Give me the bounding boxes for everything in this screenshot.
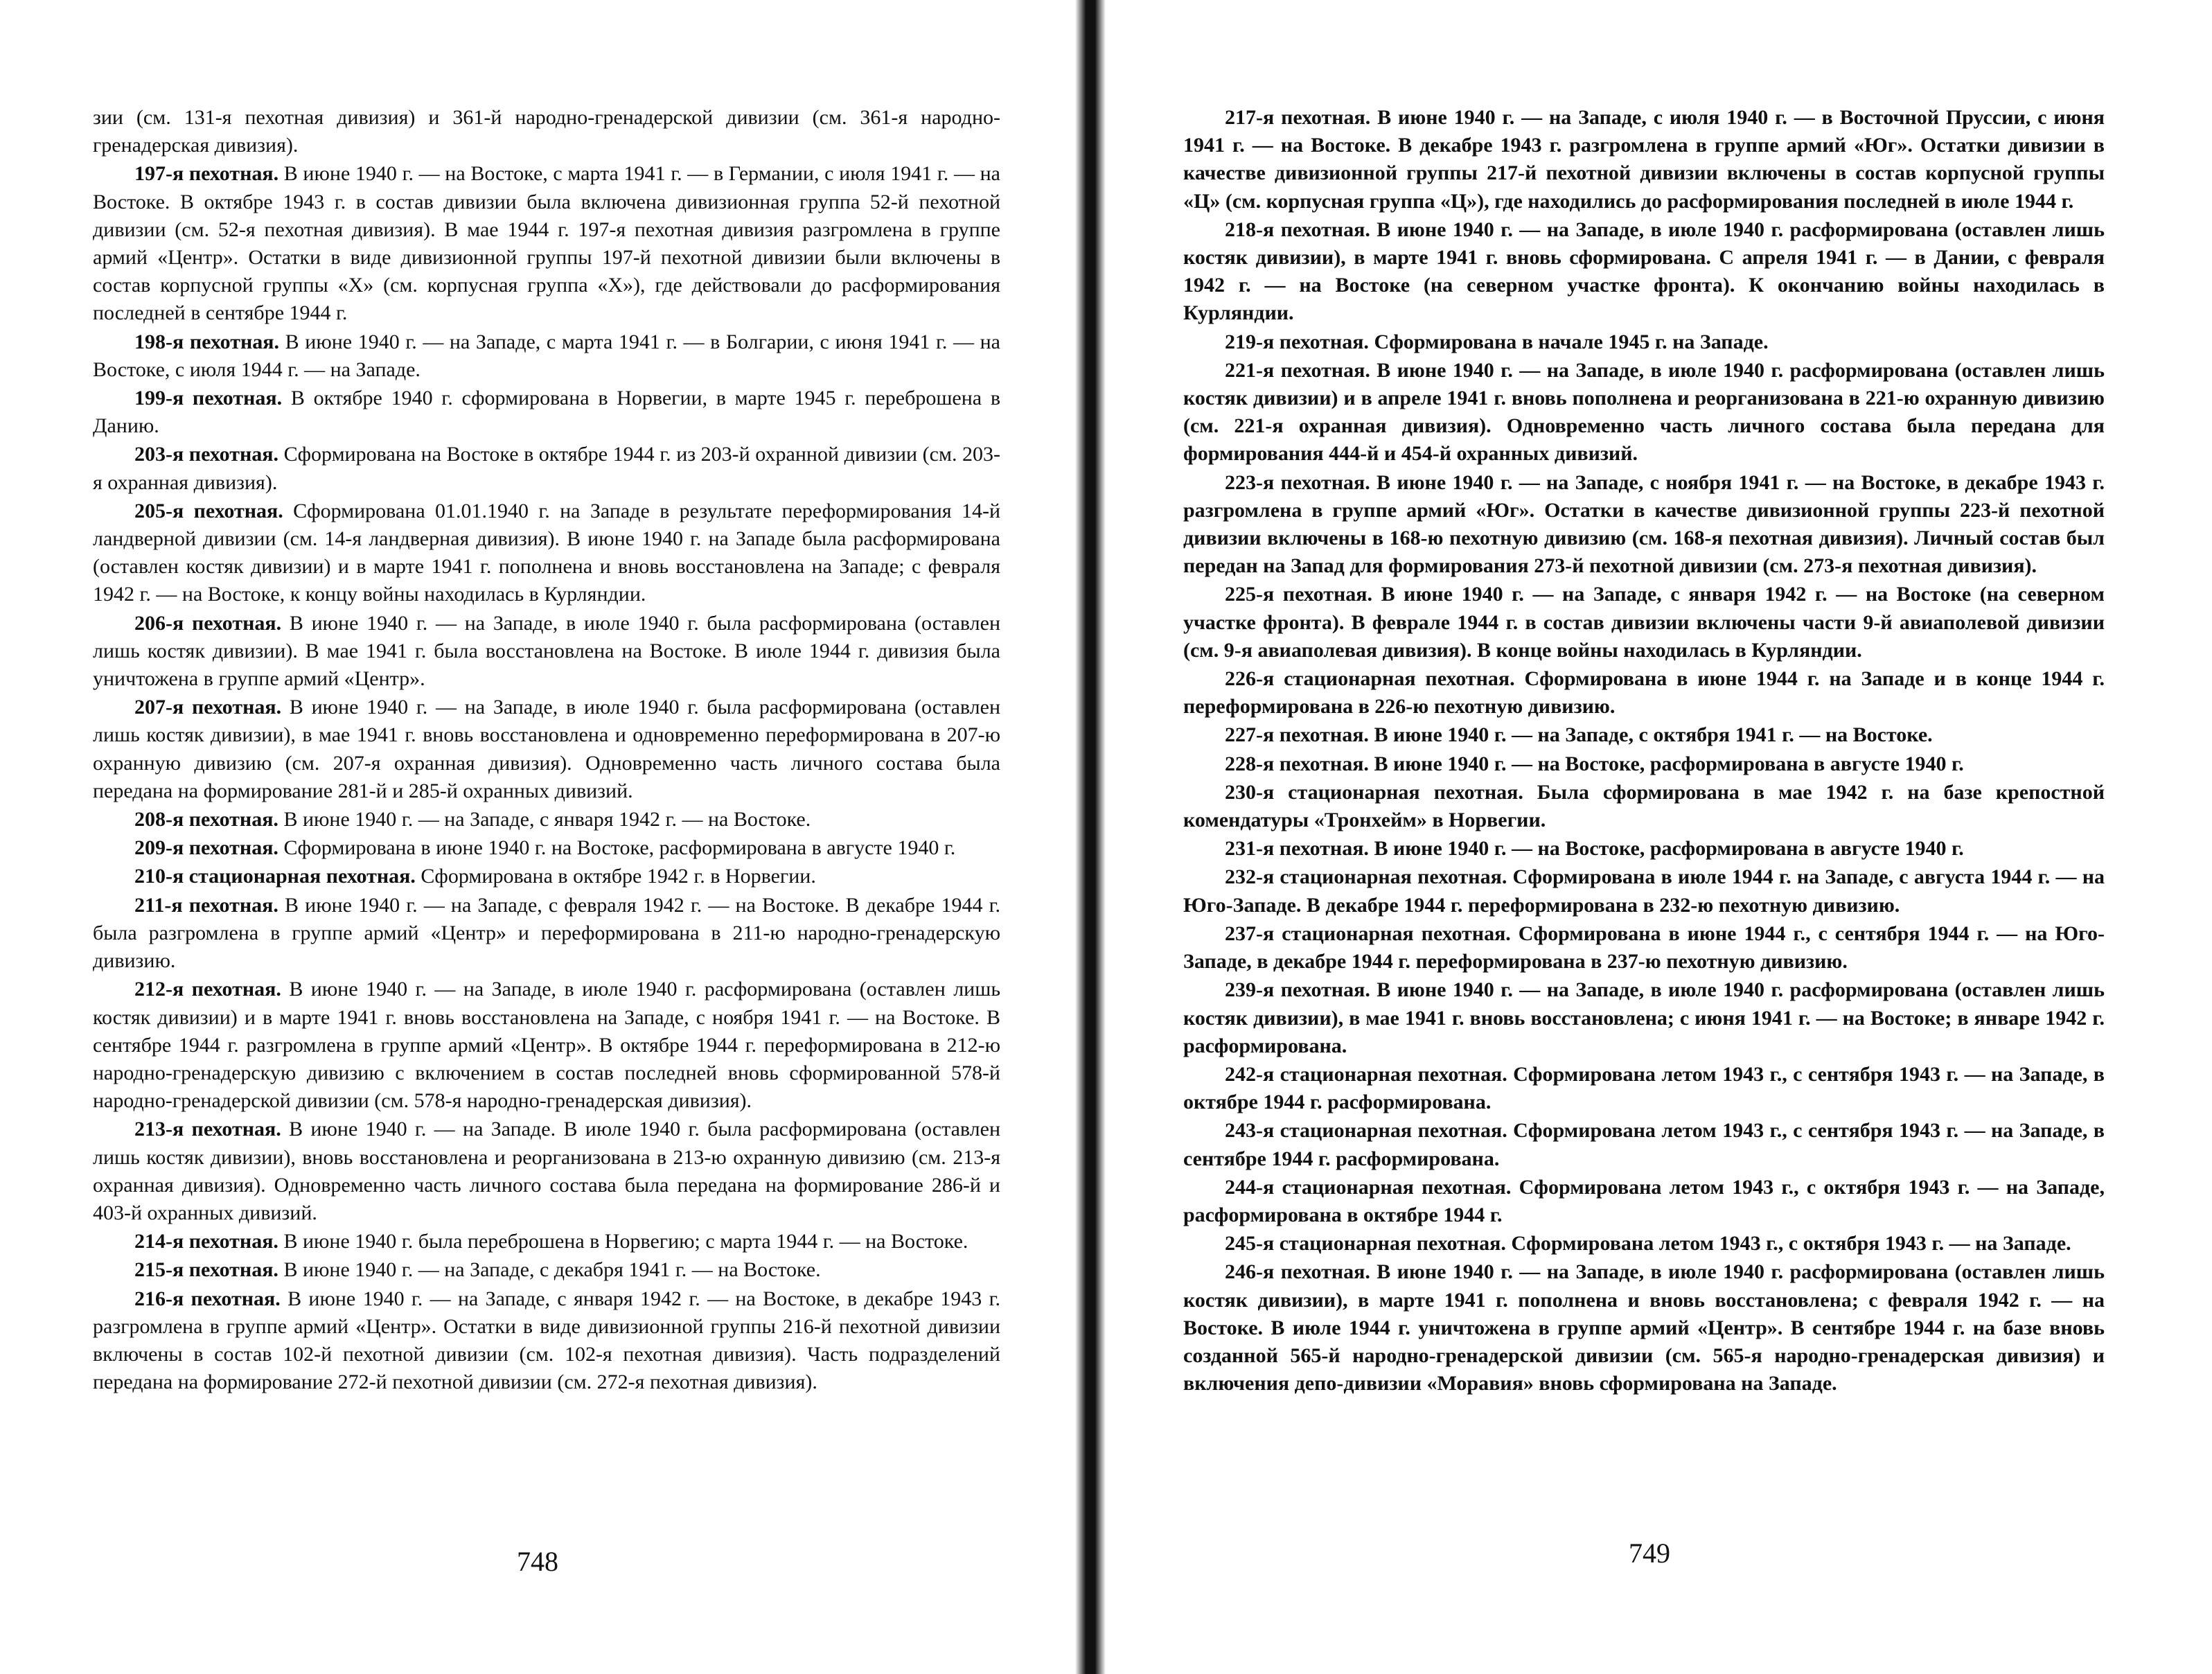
entry-text: Сформирована в июне 1944 г. на Западе и в конце 1944 г. переформирована в 226-ю пехотную дивизию. <box>1183 667 2105 719</box>
entry-210 <box>93 863 1000 890</box>
entry-213 <box>93 1116 1000 1227</box>
entry-text: В июне 1940 г. — на Западе, с ноября 1941 г. — на Востоке, в декабре 1943 г. разгромлена в группе армий «Юг». Остатки в качестве дивизионной группы 223-й пехотной дивизии включены в 168-ю пехотную дивизию (см. 168-я пехотная дивизия). Личный состав был передан на Запад для формирования 273-й пехотной дивизии (см. 273-я пехотная дивизия). <box>1183 470 2105 578</box>
entry-text: Сформирована летом 1943 г., с октября 1943 г. — на Западе, расформирована в октябре 1944 г. <box>1183 1175 2105 1226</box>
entry-title: 210-я стационарная пехотная. <box>134 865 416 888</box>
entry-title: 199-я пехотная. <box>134 387 283 410</box>
entry-title: 246-я пехотная. <box>1225 1260 1370 1284</box>
entry-title: 221-я пехотная. <box>1225 358 1370 382</box>
entry-title: 208-я пехотная. <box>134 808 278 831</box>
entry-text: Сформирована летом 1943 г., с сентября 1943 г. — на Западе, в октябре 1944 г. расформирована. <box>1183 1062 2105 1114</box>
entry-text: Сформирована в июне 1944 г., с сентября 1944 г. — на Юго-Западе, в декабре 1944 г. переформирована в 237-ю пехотную дивизию. <box>1183 922 2105 973</box>
entry-246 <box>1183 1258 2105 1398</box>
entry-226 <box>1183 665 2105 721</box>
entry-text: В июне 1940 г. — на Западе, в июле 1940 г. расформирована (оставлен лишь костяк дивизии) и в марте 1941 г. вновь восстановлена на Западе, с ноября 1941 г. — на Востоке. В сентябре 1944 г. разгромлена в группе армий «Центр». В октябре 1944 г. переформирована в 212-ю народно-гренадерскую дивизию с включением в состав последней вновь сформированной 578-й народно-гренадерской дивизии (см. 578-я народно-гренадерская дивизия). <box>93 978 1000 1113</box>
entry-207 <box>93 694 1000 805</box>
entry-221 <box>1183 357 2105 468</box>
left-text-column <box>93 104 1000 1397</box>
entry-text: В июне 1940 г. — на Западе, в июле 1940 г. была расформирована (оставлен лишь костяк дивизии), в мае 1941 г. вновь восстановлена и одновременно переформирована в 207-ю охранную дивизию (см. 207-я охранная дивизия). Одновременно часть личного состава была передана на формирование 281-й и 285-й охранных дивизий. <box>93 696 1000 802</box>
entry-216 <box>93 1285 1000 1397</box>
entry-text: В июне 1940 г. — на Западе, с января 1942 г. — на Востоке (на северном участке фронта). В феврале 1944 г. в состав дивизии включены части 9-й авиаполевой дивизии (см. 9-я авиаполевая дивизия). В конце войны находилась в Курляндии. <box>1183 583 2105 662</box>
entry-title: 227-я пехотная. <box>1225 723 1369 747</box>
entry-title: 214-я пехотная. <box>134 1230 278 1253</box>
entry-205 <box>93 497 1000 609</box>
entry-245 <box>1183 1230 2105 1258</box>
entry-title: 217-я пехотная. <box>1225 106 1371 129</box>
entry-text: В июне 1940 г. была переброшена в Норвегию; с марта 1944 г. — на Востоке. <box>278 1230 968 1253</box>
entry-title: 230-я стационарная пехотная. <box>1225 780 1523 804</box>
entry-231 <box>1183 835 2105 863</box>
entry-208 <box>93 806 1000 834</box>
entry-211 <box>93 892 1000 976</box>
entry-237 <box>1183 920 2105 976</box>
entry-text: В июне 1940 г. — на Востоке, расформирована в августе 1940 г. <box>1368 752 1964 775</box>
entry-text: В июне 1940 г. — на Востоке, с марта 1941 г. — в Германии, с июля 1941 г. — на Востоке. В октябре 1943 г. в состав дивизии была включена дивизионная группа 52-й пехотной дивизии (см. 52-я пехотная дивизия). В мае 1944 г. 197-я пехотная дивизия разгромлена в группе армий «Центр». Остатки в виде дивизионной группы 197-й пехотной дивизии были включены в состав корпусной группы «Х» (см. корпусная группа «Х»), где действовали до расформирования последней в сентябре 1944 г. <box>93 162 1000 325</box>
entry-title: 209-я пехотная. <box>134 836 278 860</box>
entry-242 <box>1183 1061 2105 1116</box>
entry-230 <box>1183 779 2105 834</box>
entry-title: 228-я пехотная. <box>1225 752 1369 775</box>
entry-text: В июне 1940 г. — на Западе, в июле 1940 г. расформирована (оставлен лишь костяк дивизии), в мае 1941 г. вновь восстановлена; с июня 1941 г. — на Востоке; в январе 1942 г. расформирована. <box>1183 978 2105 1057</box>
entry-215 <box>93 1256 1000 1284</box>
entry-title: 206-я пехотная. <box>134 611 282 635</box>
book-spine <box>1075 0 1106 1674</box>
entry-text: В июне 1940 г. — на Западе, в июле 1940 г. расформирована (оставлен лишь костяк дивизии) и в апреле 1941 г. вновь пополнена и реорганизована в 221-ю охранную дивизию (см. 221-я охранная дивизия). Одновременно часть личного состава была передана для формирования 444-й и 454-й охранных дивизий. <box>1183 358 2105 466</box>
entry-219 <box>1183 328 2105 356</box>
entry-title: 211-я пехотная. <box>134 893 278 917</box>
right-text-column <box>1183 104 2105 1398</box>
entry-text: Сформирована летом 1943 г., с октября 1943 г. — на Западе. <box>1505 1232 2071 1256</box>
entry-title: 226-я стационарная пехотная. <box>1225 667 1515 691</box>
entry-text: В июне 1940 г. — на Западе, с марта 1941 г. — в Болгарии, с июня 1941 г. — на Востоке, с июля 1944 г. — на Западе. <box>93 330 1001 381</box>
entry-title: 207-я пехотная. <box>134 696 282 719</box>
page-number: 748 <box>517 1546 558 1577</box>
entry-232 <box>1183 863 2105 919</box>
entry-text: Сформирована в июле 1944 г. на Западе, с августа 1944 г. — на Юго-Западе. В декабре 1944 г. переформирована в 232-ю пехотную дивизию. <box>1183 865 2105 917</box>
page-number: 749 <box>1629 1538 1670 1569</box>
entry-title: 215-я пехотная. <box>134 1258 278 1282</box>
entry-214 <box>93 1228 1000 1256</box>
entry-title: 231-я пехотная. <box>1225 837 1369 861</box>
entry-title: 205-я пехотная. <box>134 499 283 522</box>
entry-title: 219-я пехотная. <box>1225 330 1369 353</box>
entry-text: Сформирована в начале 1945 г. на Западе. <box>1368 330 1769 353</box>
entry-text: В июне 1940 г. — на Западе, в июле 1940 г. расформирована (оставлен лишь костяк дивизии), в марте 1941 г. вновь сформирована. С апреля 1941 г. — в Дании, с февраля 1942 г. — на Востоке (на северном участке фронта). К окончанию войны находилась в Курляндии. <box>1183 218 2105 325</box>
paragraph: зии (см. 131-я пехотная дивизия) и 361-й народно-гренадерской дивизии (см. 361-я народно-гренадерская дивизия). <box>93 106 1000 157</box>
left-page <box>0 0 1070 1674</box>
entry-title: 203-я пехотная. <box>134 443 279 466</box>
right-page <box>1122 0 2212 1674</box>
entry-title: 216-я пехотная. <box>134 1287 281 1310</box>
entry-text: В июне 1940 г. — на Западе, с января 1942 г. — на Востоке. <box>278 808 811 831</box>
entry-227 <box>1183 721 2105 749</box>
entry-217 <box>1183 104 2105 215</box>
entry-title: 197-я пехотная. <box>134 162 279 186</box>
entry-text: Была сформирована в мае 1942 г. на базе крепостной комендатуры «Тронхейм» в Норвегии. <box>1183 780 2105 832</box>
entry-244 <box>1183 1174 2105 1229</box>
entry-text: Сформирована 01.01.1940 г. на Западе в результате переформирования 14-й ландверной дивизии (см. 14-я ландверная дивизия). В июне 1940 г. на Западе была расформирована (оставлен костяк дивизии) и в марте 1941 г. пополнена и вновь восстановлена на Западе; с февраля 1942 г. — на Востоке, к концу войны находилась в Курляндии. <box>93 499 1000 606</box>
entry-203 <box>93 441 1000 496</box>
entry-212 <box>93 976 1000 1115</box>
entry-text: Сформирована на Востоке в октябре 1944 г. из 203-й охранной дивизии (см. 203-я охранная дивизия). <box>93 443 1001 494</box>
entry-text: В июне 1940 г. — на Западе, с декабря 1941 г. — на Востоке. <box>278 1258 821 1282</box>
entry-209 <box>93 834 1000 862</box>
entry-239 <box>1183 976 2105 1060</box>
entry-title: 223-я пехотная. <box>1225 470 1370 494</box>
entry-title: 237-я стационарная пехотная. <box>1225 922 1511 945</box>
entry-title: 225-я пехотная. <box>1225 583 1373 606</box>
entry-title: 244-я стационарная пехотная. <box>1225 1175 1512 1199</box>
entry-text: В июне 1940 г. — на Западе, с июля 1940 г. — в Восточной Пруссии, с июня 1941 г. — на Востоке. В декабре 1943 г. разгромлена в группе армий «Юг». Остатки дивизии в качестве дивизионной группы 217-й пехотной дивизии включены в состав корпусной группы «Ц» (см. корпусная группа «Ц»), где находились до расформирования последней в июле 1944 г. <box>1183 106 2105 213</box>
entry-title: 242-я стационарная пехотная. <box>1225 1062 1507 1086</box>
entry-text: Сформирована летом 1943 г., с сентября 1943 г. — на Западе, в сентябре 1944 г. расформирована. <box>1183 1119 2105 1170</box>
entry-228 <box>1183 750 2105 778</box>
entry-197 <box>93 160 1000 327</box>
entry-218 <box>1183 216 2105 328</box>
entry-text: В июне 1940 г. — на Западе, с октября 1941 г. — на Востоке. <box>1368 723 1933 747</box>
entry-text: Сформирована в июне 1940 г. на Востоке, расформирована в августе 1940 г. <box>278 836 956 860</box>
entry-text: В июне 1940 г. — на Западе, в июле 1940 г. расформирована (оставлен лишь костяк дивизии), в марте 1941 г. пополнена и вновь восстановлена; с февраля 1942 г. — на Востоке. В июле 1944 г. уничтожена в группе армий «Центр». В сентябре 1944 г. на базе вновь созданной 565-й народно-гренадерской дивизии (см. 565-я народно-гренадерская дивизия) и включения депо-дивизии «Моравия» вновь сформирована на Западе. <box>1183 1260 2105 1395</box>
entry-text: В октябре 1940 г. сформирована в Норвегии, в марте 1945 г. переброшена в Данию. <box>93 387 1000 438</box>
entry-199 <box>93 385 1000 440</box>
entry-243 <box>1183 1117 2105 1172</box>
entry-225 <box>1183 581 2105 664</box>
entry-text: В июне 1940 г. — на Западе, с февраля 1942 г. — на Востоке. В декабре 1944 г. была разгромлена в группе армий «Центр» и переформирована в 211-ю народно-гренадерскую дивизию. <box>93 893 1000 973</box>
entry-title: 232-я стационарная пехотная. <box>1225 865 1507 889</box>
entry-text: В июне 1940 г. — на Востоке, расформирована в августе 1940 г. <box>1368 837 1964 861</box>
entry-title: 245-я стационарная пехотная. <box>1225 1232 1506 1256</box>
entry-title: 243-я стационарная пехотная. <box>1225 1119 1507 1143</box>
entry-text: В июне 1940 г. — на Западе, с января 1942 г. — на Востоке, в декабре 1943 г. разгромлена в группе армий «Центр». Остатки в виде дивизионной группы 216-й пехотной дивизии включены в состав 102-й пехотной дивизии (см. 102-я пехотная дивизия). Часть подразделений передана на формирование 272-й пехотной дивизии (см. 272-я пехотная дивизия). <box>93 1287 1001 1394</box>
entry-title: 198-я пехотная. <box>134 330 280 353</box>
entry-198 <box>93 328 1000 384</box>
entry-title: 218-я пехотная. <box>1225 218 1370 241</box>
entry-206 <box>93 610 1000 694</box>
entry-text: Сформирована в октябре 1942 г. в Норвегии. <box>415 865 816 888</box>
entry-text: В июне 1940 г. — на Западе, в июле 1940 г. была расформирована (оставлен лишь костяк дивизии). В мае 1941 г. была восстановлена на Востоке. В июле 1944 г. дивизия была уничтожена в группе армий «Центр». <box>93 611 1000 691</box>
entry-title: 212-я пехотная. <box>134 978 281 1001</box>
entry-title: 213-я пехотная. <box>134 1118 281 1141</box>
entry-223 <box>1183 469 2105 581</box>
entry-text: В июне 1940 г. — на Западе. В июле 1940 г. была расформирована (оставлен лишь костяк дивизии), вновь восстановлена и реорганизована в 213-ю охранную дивизию (см. 213-я охранная дивизия). Одновременно часть личного состава была передана на формирование 286-й и 403-й охранных дивизий. <box>93 1118 1000 1224</box>
entry-title: 239-я пехотная. <box>1225 978 1370 1002</box>
